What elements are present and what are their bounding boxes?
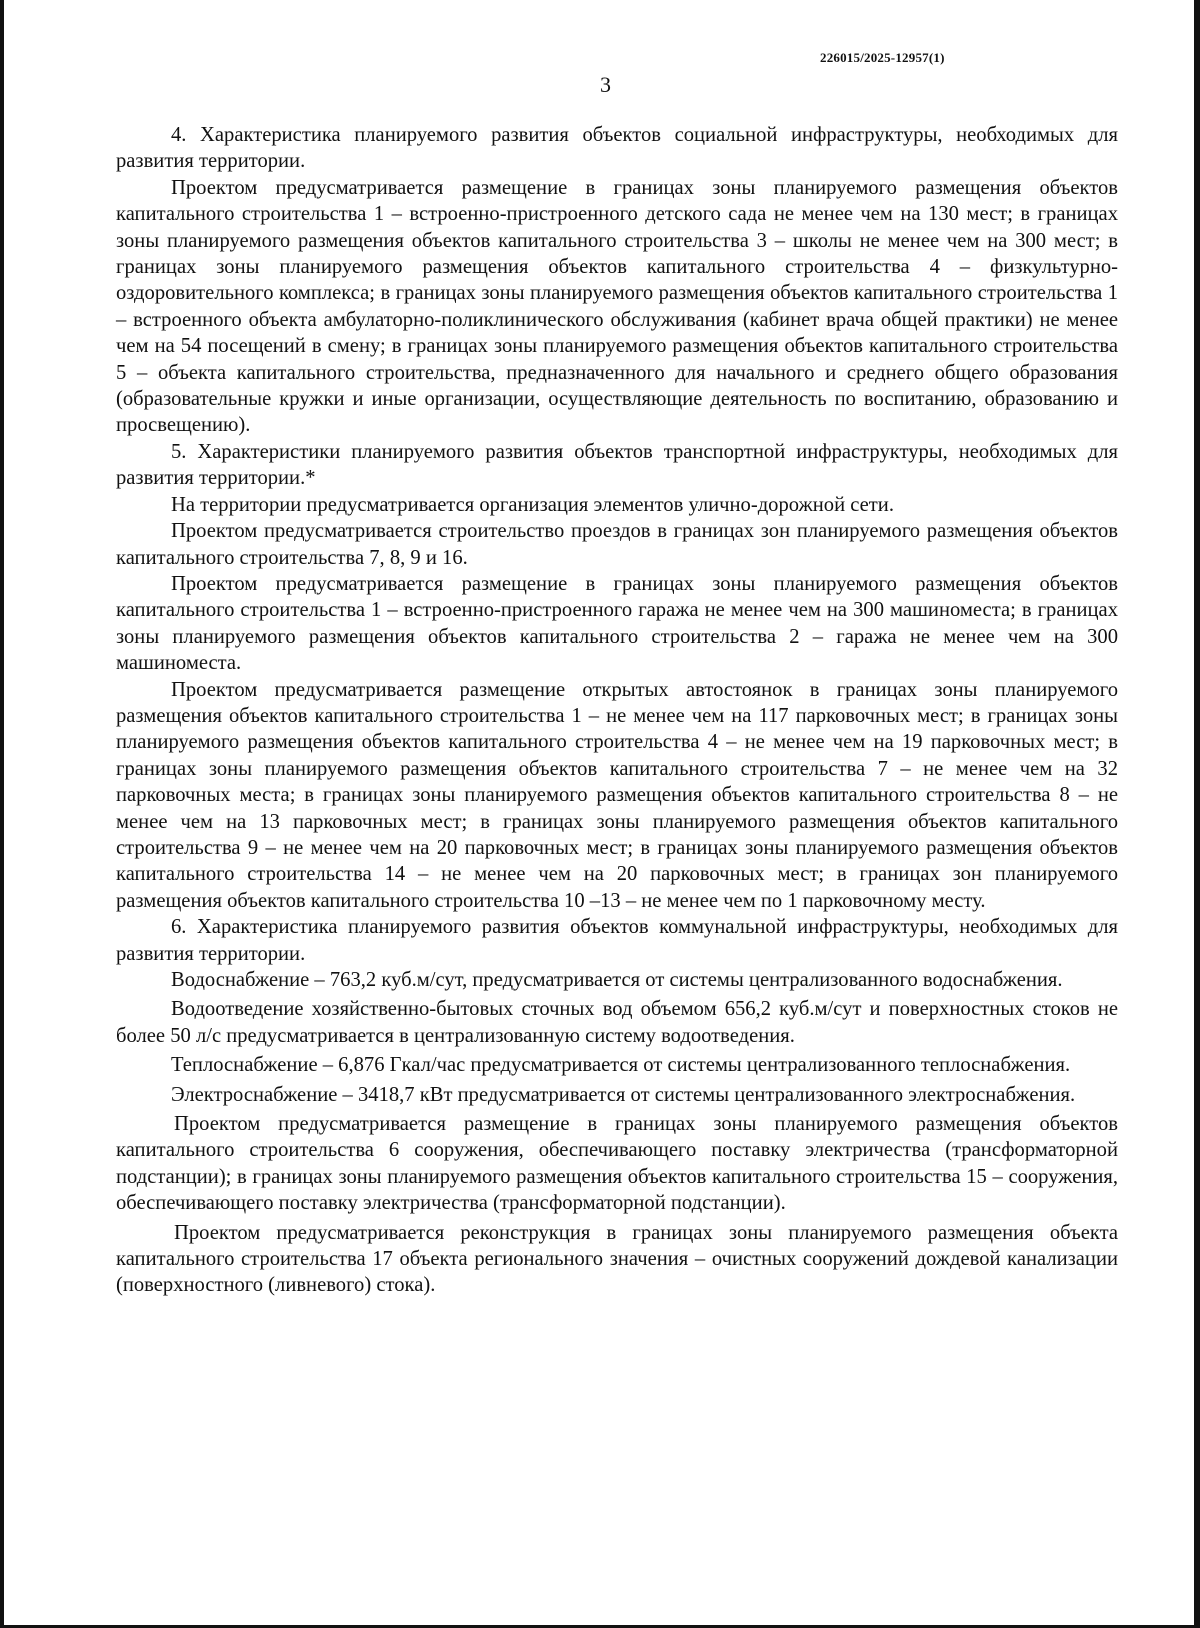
scan-edge-left xyxy=(0,0,4,1628)
paragraph-parking: Проектом предусматривается размещение открытых автостоянок в границах зоны планируемого размещения объектов капитального строительства 1 – не менее чем на 117 парковочных мест; в границах зоны планируемого размещения объектов капитального строительства 4 – не менее чем на 19 парковочных мест; в границах зоны планируемого размещения объектов капитального строительства 7 – не менее чем на 32 парковочных места; в границах зоны планируемого размещения объектов капитального строительства 8 – не менее чем на 13 парковочных мест; в границах зоны планируемого размещения объектов капитального строительства 9 – не менее чем на 20 парковочных мест; в границах зоны планируемого размещения объектов капитального строительства 14 – не менее чем на 20 парковочных мест; в границах зон планируемого размещения объектов капитального строительства 10 –13 – не менее чем по 1 парковочному месту. xyxy=(116,678,1118,912)
scan-edge-right xyxy=(1194,0,1200,1628)
section-heading-utilities: 6. Характеристика планируемого развития объектов коммунальной инфраструктуры, необходимых для развития территории. xyxy=(116,916,1118,965)
paragraph-power-supply: Электроснабжение – 3418,7 кВт предусматривается от системы централизованного электроснабжения. xyxy=(171,1083,1076,1106)
paragraph-driveways: Проектом предусматривается строительство проездов в границах зон планируемого размещения объектов капитального строительства 7, 8, 9 и 16. xyxy=(116,520,1118,569)
section-heading-transport: 5. Характеристики планируемого развития объектов транспортной инфраструктуры, необходимых для развития территории.* xyxy=(116,440,1118,490)
paragraph-social-objects: Проектом предусматривается размещение в границах зоны планируемого размещения объектов капитального строительства 1 – встроенно-пристроенного детского сада не менее чем на 130 мест; в границах зоны планируемого размещения объектов капитального строительства 3 – школы не менее чем на 300 мест; в границах зоны планируемого размещения объектов капитального строительства 4 – физкультурно-оздоровительного комплекса; в границах зоны планируемого размещения объектов капитального строительства 1 – встроенного объекта амбулаторно-поликлинического обслуживания (кабинет врача общей практики) не менее чем на 54 посещений в смену; в границах зоны планируемого размещения объектов капитального строительства 5 – объекта капитального строительства, предназначенного для начального и среднего общего образования (образовательные кружки и иные организации, осуществляющие деятельность по воспитанию, образованию и просвещению). xyxy=(116,176,1118,437)
document-number: 226015/2025-12957(1) xyxy=(820,50,945,65)
section-heading-social: 4. Характеристика планируемого развития объектов социальной инфраструктуры, необходимых для развития территории. xyxy=(116,124,1118,173)
paragraph-garages: Проектом предусматривается размещение в границах зоны планируемого размещения объектов капитального строительства 1 – встроенно-пристроенного гаража не менее чем на 300 машиноместа; в границах зоны планируемого размещения объектов капитального строительства 2 – гаража не менее чем на 300 машиноместа. xyxy=(116,572,1118,675)
paragraph-water-supply: Водоснабжение – 763,2 куб.м/сут, предусматривается от системы централизованного водоснабжения. xyxy=(171,969,1063,991)
paragraph-reconstruction: Проектом предусматривается реконструкция в границах зоны планируемого размещения объекта капитального строительства 17 объекта регионального значения – очистных сооружений дождевой канализации (поверхностного (ливневого) стока). xyxy=(116,1221,1118,1297)
paragraph-substations: Проектом предусматривается размещение в границах зоны планируемого размещения объектов капитального строительства 6 сооружения, обеспечивающего поставку электричества (трансформаторной подстанции); в границах зоны планируемого размещения объектов капитального строительства 15 – сооружения, обеспечивающего поставку электричества (трансформаторной подстанции). xyxy=(116,1113,1118,1215)
paragraph-street-network: На территории предусматривается организация элементов улично-дорожной сети. xyxy=(171,493,894,516)
document-body xyxy=(116,122,1118,1299)
paragraph-heat-supply: Теплоснабжение – 6,876 Гкал/час предусматривается от системы централизованного теплоснабжения. xyxy=(171,1054,1071,1077)
page-number: 3 xyxy=(600,72,611,97)
paragraph-water-disposal: Водоотведение хозяйственно-бытовых сточных вод объемом 656,2 куб.м/сут и поверхностных стоков не более 50 л/с предусматривается в централизованную систему водоотведения. xyxy=(116,998,1118,1047)
